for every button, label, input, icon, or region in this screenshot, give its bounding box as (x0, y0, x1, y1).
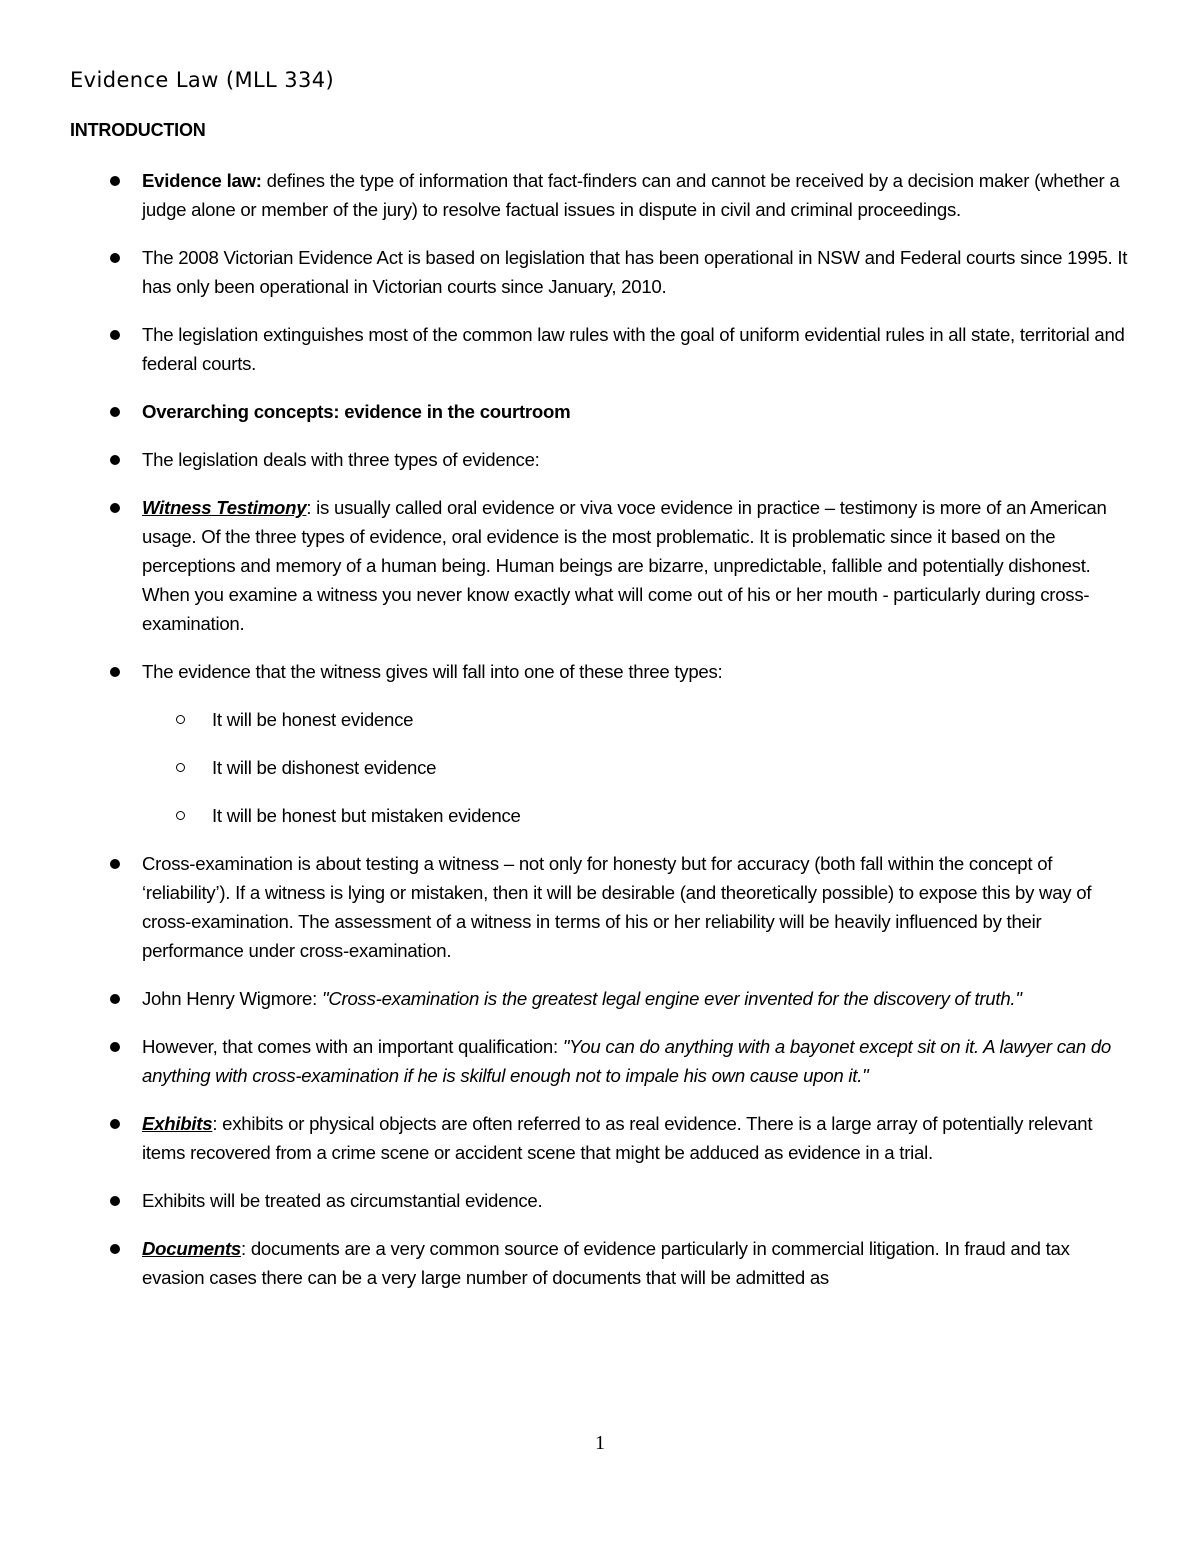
term-label: Documents (142, 1238, 241, 1259)
item-text: The legislation deals with three types of evidence: (142, 449, 540, 470)
bullet-icon (110, 667, 120, 677)
list-item (0, 445, 1200, 474)
bullet-icon (110, 1244, 120, 1254)
circle-bullet-icon (176, 715, 185, 724)
document-body (0, 166, 1200, 1311)
item-text: The evidence that the witness gives will fall into one of these three types: (142, 661, 723, 682)
item-text: However, that comes with an important qualification: (142, 1036, 563, 1057)
list-item (0, 1109, 1200, 1167)
item-text: The 2008 Victorian Evidence Act is based on legislation that has been operational in NSW and Federal courts since 1995. It has only been operational in Victorian courts since January, 2010. (142, 247, 1128, 297)
item-text: : is usually called oral evidence or viva voce evidence in practice – testimony is more of an American usage. Of the three types of evidence, oral evidence is the most problematic. It is problematic since it based on the perceptions and memory of a human being. Human beings are bizarre, unpredictable, fallible and potentially dishonest. When you examine a witness you never know exactly what will come out of his or her mouth - particularly during cross-examination. (142, 497, 1107, 634)
bullet-icon (110, 994, 120, 1004)
quote-text: "Cross-examination is the greatest legal engine ever invented for the discovery of truth." (321, 988, 1022, 1009)
list-item (0, 849, 1200, 965)
item-text: : exhibits or physical objects are often referred to as real evidence. There is a large array of potentially relevant items recovered from a crime scene or accident scene that might be adduced as evidence in a trial. (142, 1113, 1093, 1163)
bullet-icon (110, 176, 120, 186)
circle-bullet-icon (176, 763, 185, 772)
bullet-icon (110, 330, 120, 340)
document-title: Evidence Law (MLL 334) (70, 68, 335, 92)
list-item (0, 493, 1200, 638)
bullet-icon (110, 407, 120, 417)
circle-bullet-icon (176, 811, 185, 820)
list-item (0, 984, 1200, 1013)
sub-list-item (0, 753, 1200, 782)
term-label: Evidence law: (142, 170, 262, 191)
item-text: It will be dishonest evidence (212, 757, 437, 778)
bullet-icon (110, 1119, 120, 1129)
item-text: : documents are a very common source of evidence particularly in commercial litigation. In fraud and tax evasion cases there can be a very large number of documents that will be admitted as (142, 1238, 1070, 1288)
bullet-icon (110, 253, 120, 263)
list-item (0, 1186, 1200, 1215)
term-label: Exhibits (142, 1113, 213, 1134)
list-item (0, 1234, 1200, 1292)
sub-list-item (0, 705, 1200, 734)
page-number: 1 (595, 1432, 605, 1454)
term-label: Witness Testimony (142, 497, 307, 518)
bullet-icon (110, 503, 120, 513)
item-text: John Henry Wigmore: (142, 988, 322, 1009)
bullet-icon (110, 1042, 120, 1052)
item-text: The legislation extinguishes most of the common law rules with the goal of uniform evidential rules in all state, territorial and federal courts. (142, 324, 1125, 374)
list-item (0, 657, 1200, 686)
item-text: Exhibits will be treated as circumstantial evidence. (142, 1190, 543, 1211)
list-item (0, 1032, 1200, 1090)
list-item (0, 397, 1200, 426)
quote-text: "You can do anything with a bayonet except sit on it. A lawyer can do anything with cross-examination if he is skilful enough not to impale his own cause upon it." (142, 1036, 1112, 1086)
bullet-icon (110, 1196, 120, 1206)
list-item (0, 166, 1200, 224)
list-item (0, 320, 1200, 378)
item-text: Cross-examination is about testing a witness – not only for honesty but for accuracy (both fall within the concept of ‘reliability’). If a witness is lying or mistaken, then it will be desirable (and theoretically possible) to expose this by way of cross-examination. The assessment of a witness in terms of his or her reliability will be heavily influenced by their performance under cross-examination. (142, 853, 1092, 961)
item-text: It will be honest evidence (212, 709, 414, 730)
item-text: defines the type of information that fact-finders can and cannot be received by a decision maker (whether a judge alone or member of the jury) to resolve factual issues in dispute in civil and criminal proceedings. (142, 170, 1120, 220)
section-heading: INTRODUCTION (70, 120, 206, 140)
item-text: It will be honest but mistaken evidence (212, 805, 521, 826)
sub-list-item (0, 801, 1200, 830)
item-text: Overarching concepts: evidence in the courtroom (142, 401, 571, 422)
bullet-icon (110, 455, 120, 465)
bullet-icon (110, 859, 120, 869)
list-item (0, 243, 1200, 301)
